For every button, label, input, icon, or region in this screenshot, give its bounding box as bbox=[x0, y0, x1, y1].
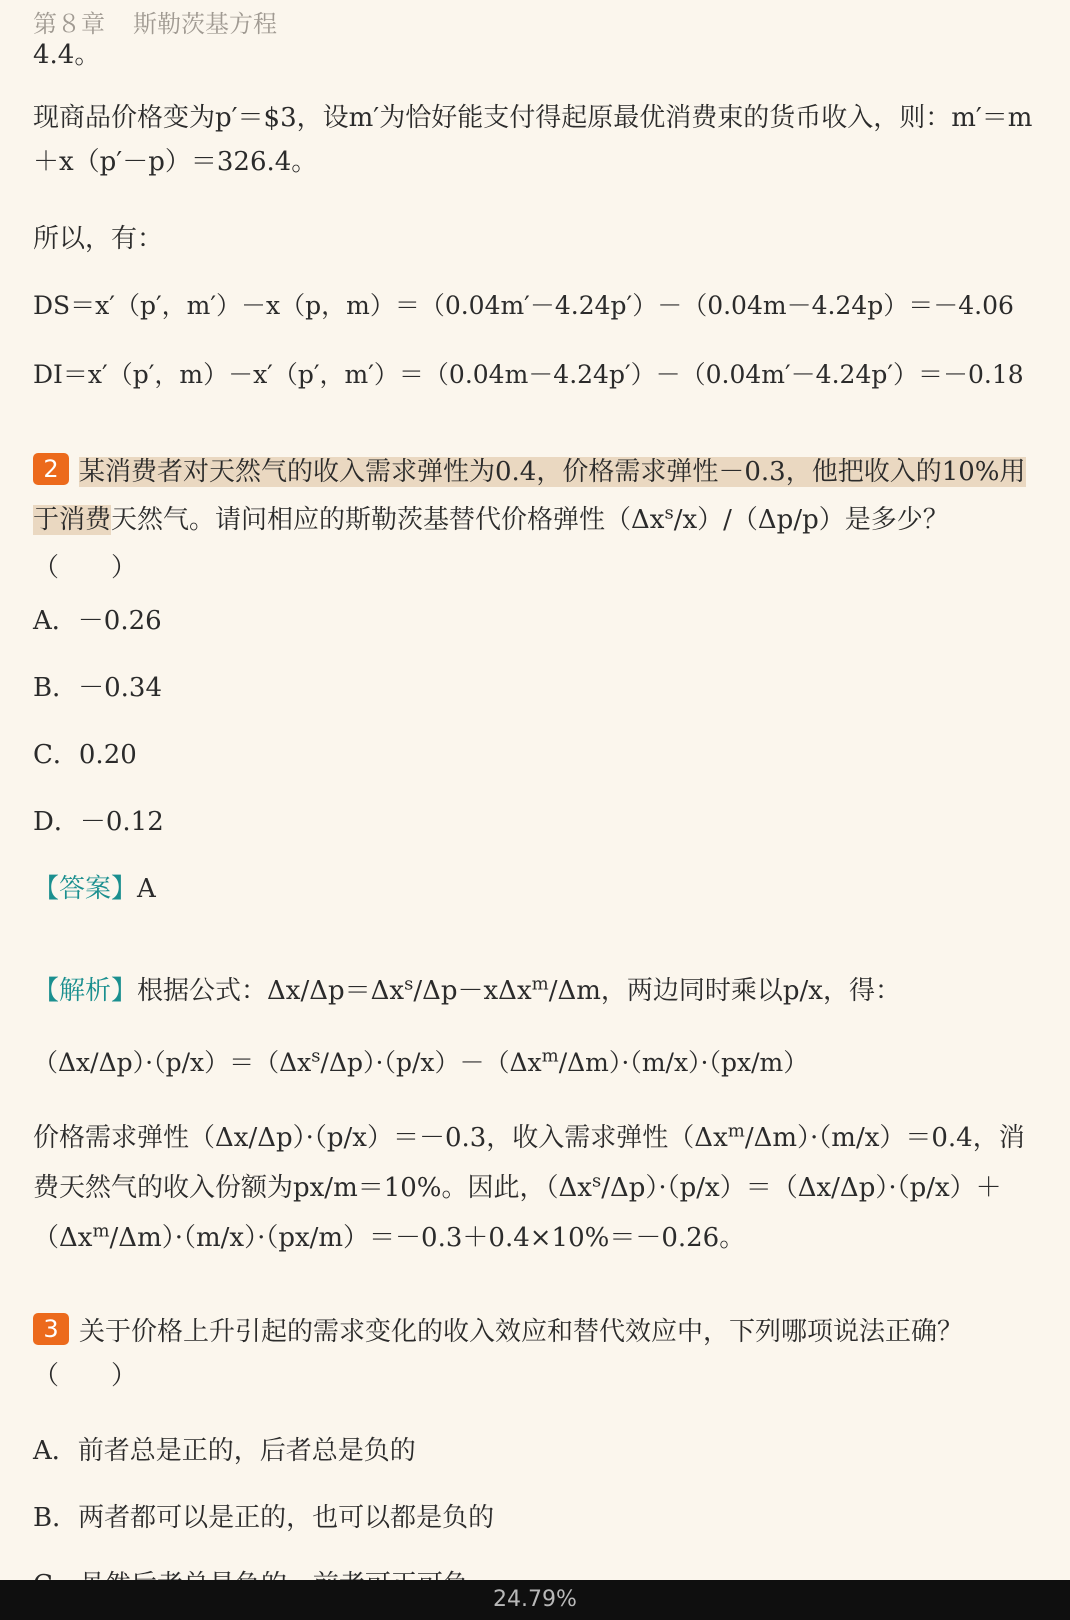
option-a[interactable]: A．－0.26 bbox=[33, 606, 162, 636]
highlight-text[interactable]: 某消费者对天然气的收入需求弹性为0.4，价格需求弹性－0.3，他把收入的 bbox=[79, 457, 942, 487]
text-therefore: 所以，有： bbox=[33, 224, 164, 254]
chapter-title: 斯勒茨基方程 bbox=[133, 10, 277, 38]
chapter-number: 第８章 bbox=[33, 10, 105, 38]
question-text: 天然气。请问相应的斯勒茨基替代价格弹性（Δx bbox=[111, 505, 665, 535]
question-3[interactable] bbox=[33, 1310, 1034, 1398]
analysis-tag: 【解析】 bbox=[33, 976, 138, 1006]
question-number-badge: 2 bbox=[33, 453, 69, 485]
highlight-text[interactable]: 10%用于消费 bbox=[33, 457, 1026, 535]
answer-value: A bbox=[137, 874, 156, 904]
question-text: /x）/（Δp/p）是多少？（ ） bbox=[33, 505, 949, 583]
text-price-change: 现商品价格变为p′＝$3，设m′为恰好能支付得起原最优消费束的货币收入，则：m′＝m＋x（p′－p）＝326.4。 bbox=[33, 103, 1033, 177]
question-text: 关于价格上升引起的需求变化的收入效应和替代效应中，下列哪项说法正确？（ ） bbox=[33, 1317, 964, 1391]
option-b[interactable]: B．－0.34 bbox=[33, 673, 162, 703]
option-a[interactable]: A．前者总是正的，后者总是负的 bbox=[33, 1436, 416, 1466]
formula-elasticity: $(\Delta x/\Delta p)\cdot(p/x)=(\Delta x^s/\Delta p)\cdot(p/x)-(\Delta x^m/\Delta m)\cdot(m/x)\cdot(px/m)$ bbox=[33, 1045, 809, 1077]
progress-percent: 24.79% bbox=[493, 1587, 577, 1612]
answer-tag: 【答案】 bbox=[33, 874, 138, 904]
option-c[interactable]: C．0.20 bbox=[33, 740, 137, 770]
explanation: 价格需求弹性（Δx/Δp）·（p/x）＝－0.3，收入需求弹性$(\Delta x^m/\Delta m)\cdot(m/x)=0.4$，消费天然气的收入份额为px/m＝10%。因此，$(\Delta x^s/\Delta p)\cdot(p/x)=(\Delta x/\Delta p)\cdot(p/x)+(\Delta x^m/\Delta m)\cdot(m/x)\cdot(px/m)=-0.3+0.4\times 10\%=-0.26$。 bbox=[33, 1120, 1025, 1253]
formula-di: DI＝x′（p′，m）－x′（p′，m′）＝（0.04m－4.24p′）－（0.04m′－4.24p′）＝－0.18 bbox=[33, 360, 1024, 389]
question-2[interactable]: 2 某消费者对天然气的收入需求弹性为0.4，价格需求弹性－0.3，他把收入的10%用于消费天然气。请问相应的斯勒茨基替代价格弹性$(\Delta x^s/x)/(\Delta p/p)$是多少？（ ） bbox=[33, 455, 1026, 583]
reading-progress-bar bbox=[0, 1580, 1070, 1620]
option-d[interactable]: D．－0.12 bbox=[33, 807, 164, 837]
option-b[interactable]: B．两者都可以是正的，也可以都是负的 bbox=[33, 1503, 495, 1533]
question-number-badge: 3 bbox=[33, 1313, 69, 1345]
analysis-line: 【解析】根据公式：$\Delta x/\Delta p=\Delta x^s/\Delta p-x\Delta x^m/\Delta m$，两边同时乘以p/x，得： bbox=[33, 973, 901, 1006]
text-top: 4.4。 bbox=[33, 40, 101, 70]
answer bbox=[33, 868, 156, 905]
formula-ds: DS＝x′（p′，m′）－x（p，m）＝（0.04m′－4.24p′）－（0.04m－4.24p）＝－4.06 bbox=[33, 291, 1014, 320]
